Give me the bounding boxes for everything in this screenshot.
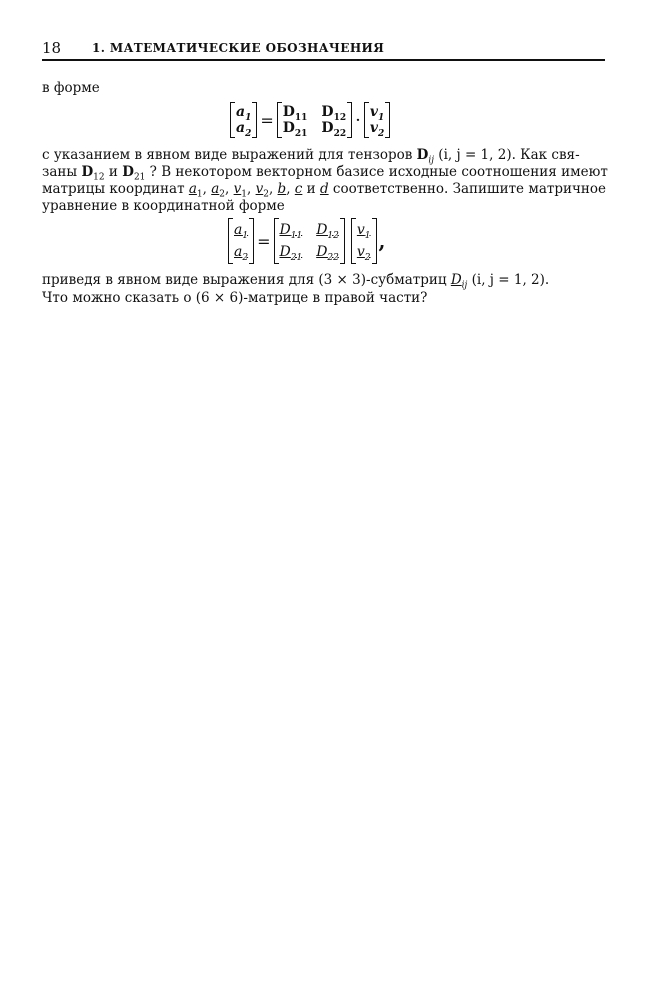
intro-text: в форме [42,80,100,96]
eq2-lhs-vector: $\frac{a_1}{a_2}$ [228,218,254,264]
equation-2 [228,218,386,264]
para2-line2: Что можно сказать о (6 × 6)-матрице в правой части? [42,290,428,306]
running-head: 1. МАТЕМАТИЧЕСКИЕ ОБОЗНАЧЕНИЯ [92,41,385,55]
para2-line1: приведя в явном виде выражения для (3 × 3)-субматриц $D_{ij}$ (i, j = 1, 2). [42,272,550,291]
page-header [42,38,605,60]
header-rule [42,59,605,61]
para1-line1: с указанием в явном виде выражений для тензоров $D_{ij}$ (i, j = 1, 2). Как свя- [42,147,580,166]
para1-line4: уравнение в координатной форме [42,198,285,214]
eq2-comma: , [378,229,386,253]
eq1-lhs-vector: $a_1$ $a_2$ [230,102,257,138]
page-number: 18 [42,39,62,57]
para1-line2: заны $D_{12}$ и $D_{21}$ ? В некотором векторном базисе исходные соотношения имеют [42,164,608,183]
eq2-rhs-vector: $v_1$ $v_2$ [351,218,377,264]
eq1-rhs-vector: $v_1$ $v_2$ [364,102,390,138]
equation-1 [230,102,390,138]
eq1-tensor-matrix: $D_{11}$ $D_{12}$ $D_{21}$ $D_{22}$ [277,102,352,138]
eq1-dot: · [355,109,361,131]
eq1-equals: = [260,110,274,130]
eq2-equals: = [257,231,271,251]
eq2-coordinate-matrix: $D_{11}$ $D_{12}$ $D_{21}$ $D_{22}$ [274,218,345,264]
para1-line3: матрицы координат $a_1$, $a_2$, $v_1$, $v_2$, b, c и d соответственно. Запишите матричное [42,181,607,200]
